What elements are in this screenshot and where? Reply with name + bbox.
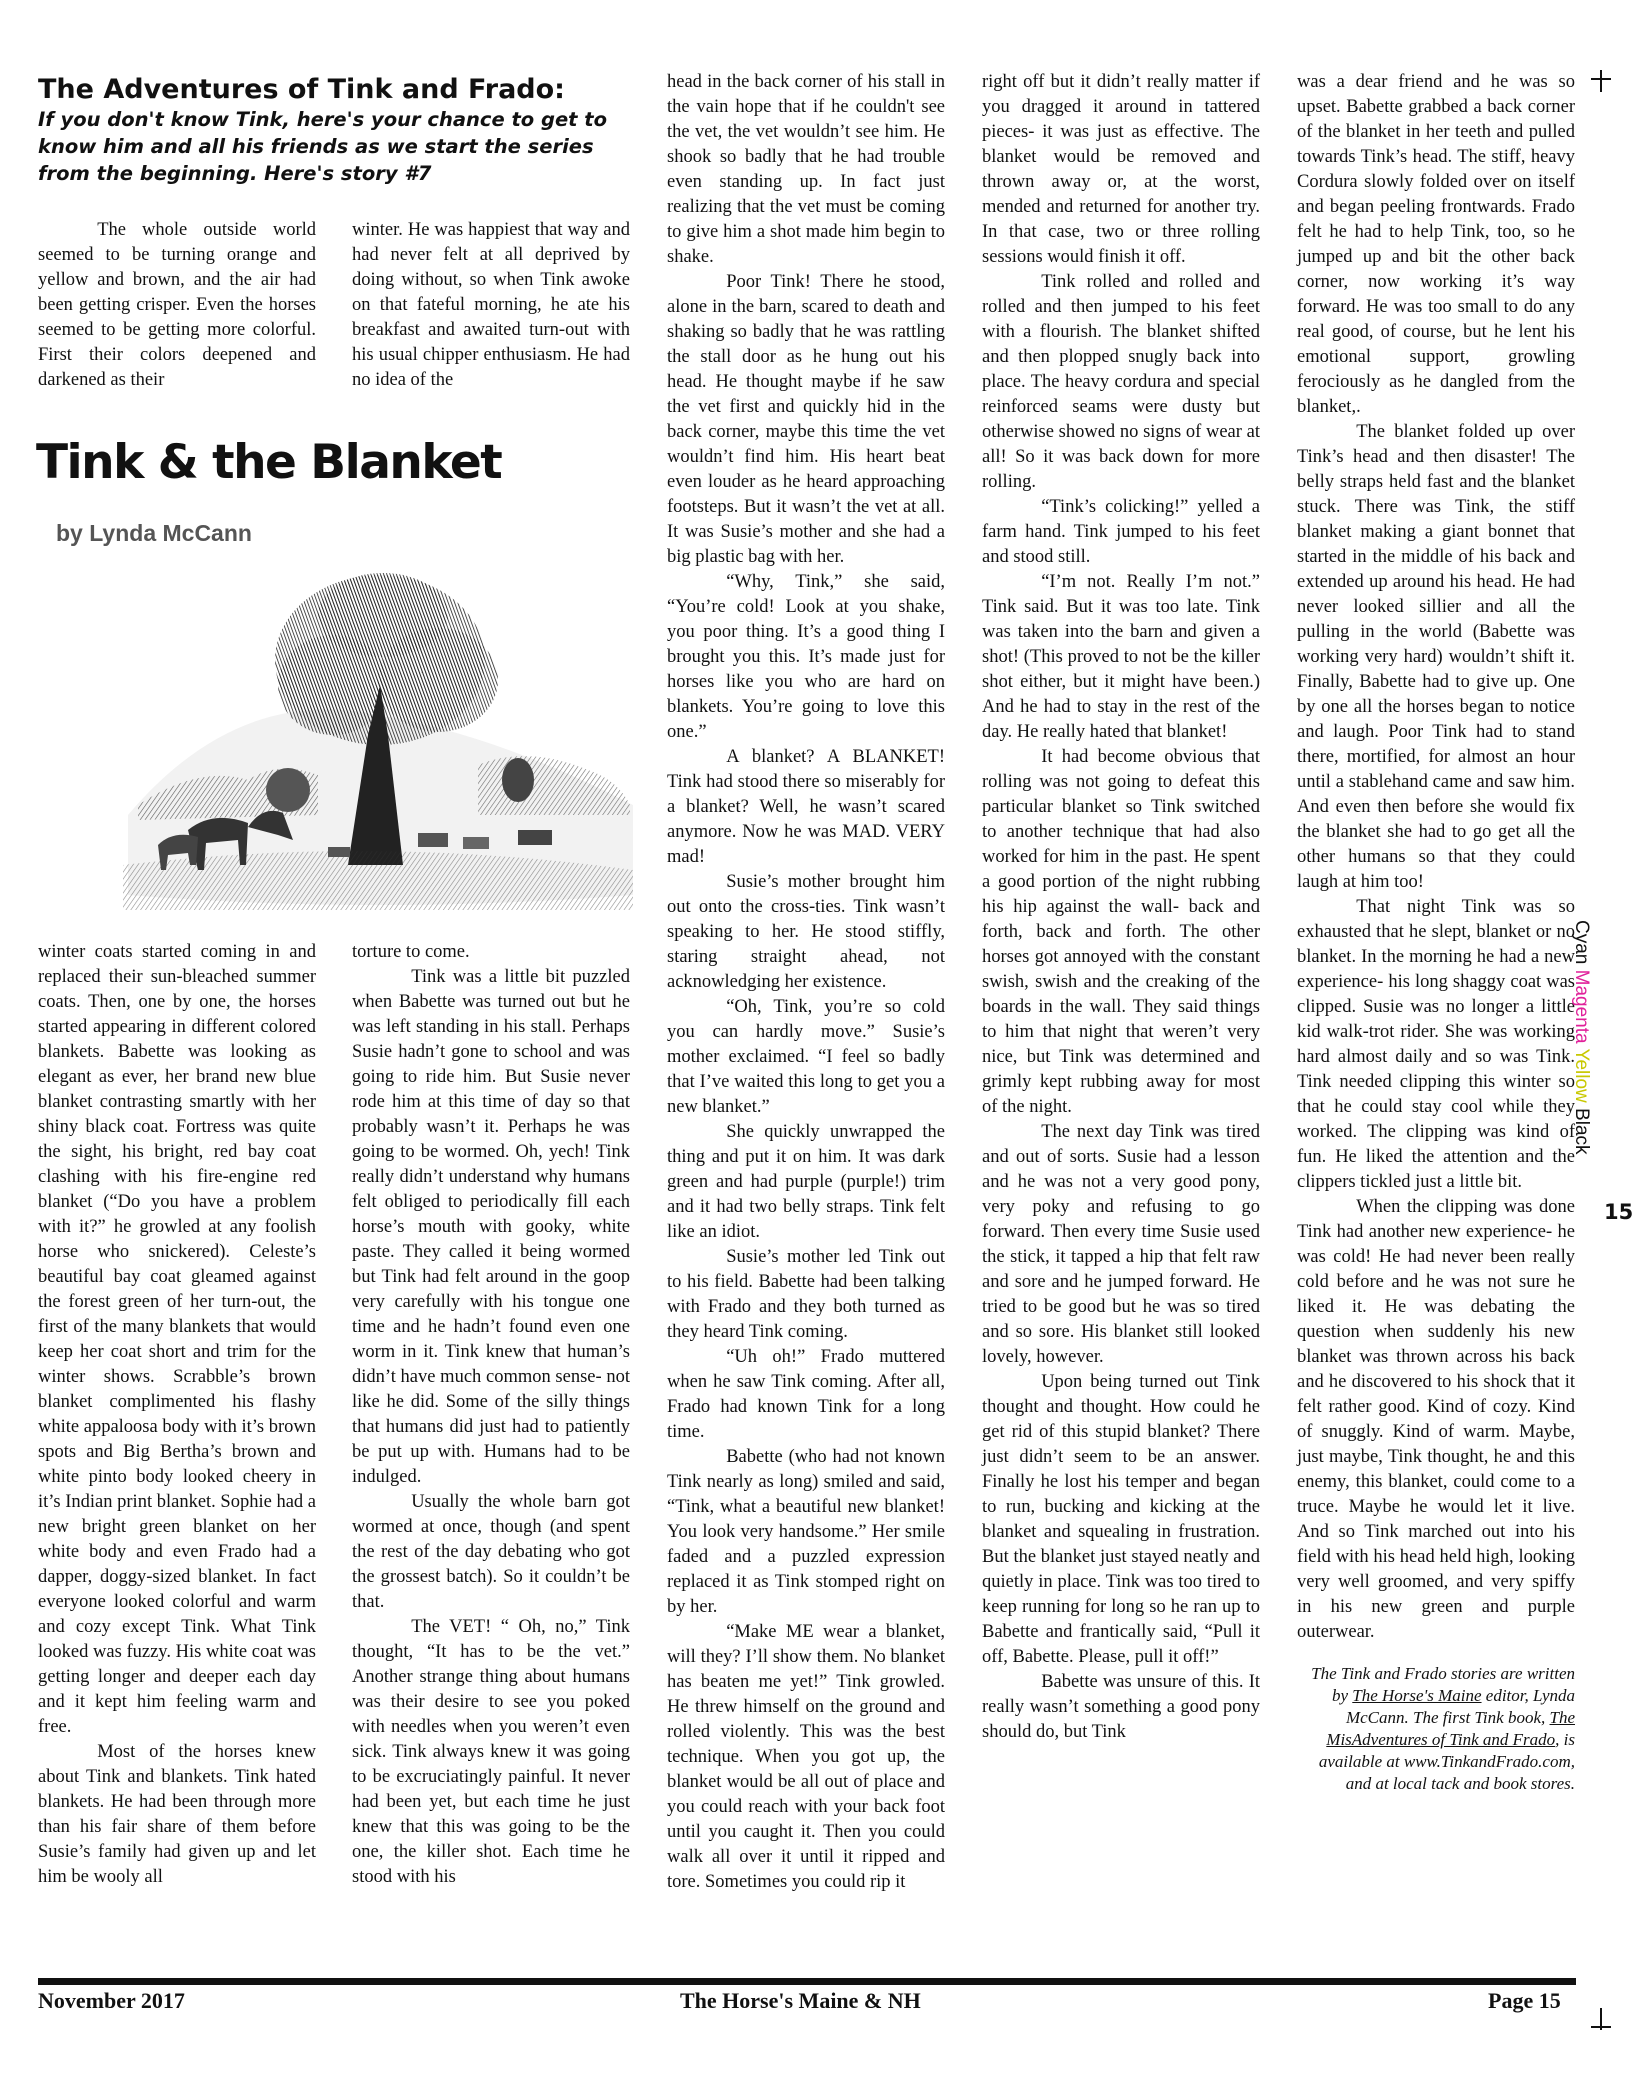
author-note-paper: The Horse's Maine <box>1352 1686 1482 1705</box>
author-note-text-2: editor, Lynda McCann. The first Tink book, <box>1345 1686 1575 1727</box>
column-1-top <box>38 218 316 393</box>
column-2-bottom <box>352 940 630 1890</box>
side-page-number: 15 <box>1604 1200 1634 1224</box>
footer-publication: The Horse's Maine & NH <box>680 1988 921 2013</box>
paragraph: Usually the whole barn got wormed at once, though (and spent the rest of the day debating who got the grossest batch). So it couldn’t be that. <box>352 1492 630 1612</box>
paragraph: Tink rolled and rolled and rolled and then jumped to his feet with a flourish. The blanket shifted and then plopped snugly back into place. The heavy cordura and special reinforced seams were dusty but otherwise showed no signs of wear at all! So it was back down for more rolling. <box>982 272 1260 492</box>
color-label-magenta: Magenta <box>1571 969 1592 1044</box>
series-intro: If you don't know Tink, here's your chance to get to know him and all his friends as we start the series from the beginning. Here's story #7 <box>38 108 607 185</box>
column-2-top <box>352 218 630 393</box>
paragraph: “I’m not. Really I’m not.” Tink said. But it was too late. Tink was taken into the barn and given a shot! (This proved to not be the killer shot either, but it might have been.) And he had to stay in the rest of the day. He really hated that blanket! <box>982 572 1260 742</box>
paragraph: When the clipping was done Tink had another new experience- he was cold! He had never been really cold before and he was not sure he liked it. He was debating the question when suddenly his new blanket was thrown across his back and he discovered to his shock that it felt rather good. Kind of cozy. Kind of snuggly. Kind of warm. Maybe, just maybe, Tink thought, he and this enemy, this blanket, could come to a truce. Maybe he would let it live. And so Tink marched out into his field with his head held high, looking very well groomed, and very spiffy in his new green and purple outerwear. <box>1297 1197 1575 1642</box>
paragraph: Upon being turned out Tink thought and thought. How could he get rid of this stupid blanket? There just didn’t seem to be an answer. Finally he lost his temper and began to run, bucking and kicking at the blanket and squealing in frustration. But the blanket just stayed neatly and quietly in place. Tink was too tired to keep running for long so he ran up to Babette and frantically said, “Pull it off, Babette. Please, pull it off!” <box>982 1372 1260 1667</box>
paragraph: right off but it didn’t really matter if you dragged it around in tattered pieces- it was just as effective. The blanket would be removed and thrown away or, at the worst, mended and returned for another try. In that case, two or three rolling sessions would finish it off. <box>982 72 1260 267</box>
column-4 <box>982 70 1260 1745</box>
paragraph: Poor Tink! There he stood, alone in the barn, scared to death and shaking so badly that he was rattling the stall door as he hung out his head. He thought maybe if he saw the vet first and quickly hid in the back corner, maybe this time the vet wouldn’t find him. His heart beat even louder as he heard approaching footsteps. But it wasn’t the vet at all. It was Susie’s mother and she had a big plastic bag with her. <box>667 272 945 567</box>
color-label-cyan: Cyan <box>1571 920 1592 965</box>
paragraph: winter. He was happiest that way and had never felt at all deprived by doing without, so when Tink awoke on that fateful morning, he ate his breakfast and awaited turn-out with his usual chipper enthusiasm. He had no idea of the <box>352 220 630 390</box>
column-5-body <box>1297 70 1575 1645</box>
paragraph: “Uh oh!” Frado muttered when he saw Tink coming. After all, Frado had known Tink for a long time. <box>667 1347 945 1442</box>
paragraph: The whole outside world seemed to be turning orange and yellow and brown, and the air had been getting crisper. Even the horses seemed to be getting more colorful. First their colors deepened and darkened as their <box>38 220 316 390</box>
crop-mark-bottom-bar <box>1591 2026 1611 2028</box>
author-note-book: The MisAdventures of Tink and Frado <box>1326 1708 1575 1749</box>
paragraph: Tink was a little bit puzzled when Babette was turned out but he was left standing in his stall. Perhaps Susie hadn’t gone to school and was going to ride him. But Susie never rode him at this time of day so that probably wasn’t it. Perhaps he was going to be wormed. Oh, yech! Tink really didn’t understand why humans felt obliged to periodically fill each horse’s mouth with gooky, white paste. They called it being wormed but Tink had felt around in the goop very carefully with his tongue one time and he hadn’t found even one worm in it. Tink knew that human’s didn’t have much common sense- not like he did. Some of the silly things that humans did just had to patiently be put up with. Humans had to be indulged. <box>352 967 630 1487</box>
author-note <box>1297 1663 1575 1795</box>
paragraph: head in the back corner of his stall in the vain hope that if he couldn't see the vet, the vet wouldn’t see him. He shook so badly that he had trouble even standing up. In fact just realizing that the vet must be coming to give him a shot made him begin to shake. <box>667 72 945 267</box>
crop-mark-top-bar <box>1591 78 1611 80</box>
footer-rule <box>38 1978 1576 1985</box>
paragraph: That night Tink was so exhausted that he slept, blanket or no blanket. In the morning he had a new experience- his long shaggy coat was clipped. Susie was no longer a little kid walk-trot rider. She was working hard almost daily and so was Tink. Tink needed clipping this winter so that he could stay cool while they worked. The clipping was kind of fun. He liked the attention and the clippers tickled just a little bit. <box>1297 897 1575 1192</box>
paragraph: “Tink’s colicking!” yelled a farm hand. Tink jumped to his feet and stood still. <box>982 497 1260 567</box>
column-1-bottom <box>38 940 316 1890</box>
paragraph: The blanket folded up over Tink’s head and then disaster! The belly straps held fast and the blanket stuck. There was Tink, the stiff blanket making a giant bonnet that started in the middle of his back and extended up around his head. He had never looked sillier and all the pulling in the world (Babette was working very hard) wouldn’t shift it. Finally, Babette had to give up. One by one all the horses began to notice and laugh. Poor Tink had to stand there, mortified, for almost an hour until a stablehand came and saw him. And even then before she would fix the blanket she had to go get all the other humans so that they could laugh at him too! <box>1297 422 1575 892</box>
story-title: Tink & the Blanket <box>36 435 502 490</box>
paragraph: Susie’s mother led Tink out to his field. Babette had been talking with Frado and they both turned as they heard Tink coming. <box>667 1247 945 1342</box>
paragraph: was a dear friend and he was so upset. Babette grabbed a back corner of the blanket in her teeth and pulled towards Tink’s head. The stiff, heavy Cordura slowly folded over on itself and began peeling frontwards. Frado felt he had to help Tink, too, so he jumped up and bit the other back corner, now working it’s way forward. He was too small to do any real good, of course, but he lent his emotional support, growling ferociously as he dangled from the blanket,. <box>1297 72 1575 417</box>
paragraph: She quickly unwrapped the thing and put it on him. It was dark green and had purple (purple!) trim and it had two belly straps. Tink felt like an idiot. <box>667 1122 945 1242</box>
paragraph: “Make ME wear a blanket, will they? I’ll show them. No blanket has beaten me yet!” Tink growled. He threw himself on the ground and rolled violently. This was the best technique. When you got up, the blanket would be all out of place and you could reach with your back foot until you caught it. Then you could walk all over it until it ripped and tore. Sometimes you could rip it <box>667 1622 945 1892</box>
paragraph: Most of the horses knew about Tink and blankets. Tink hated blankets. He had been through more than his fair share of them before Susie’s family had given up and let him be wooly all <box>38 1742 316 1887</box>
paragraph: The next day Tink was tired and out of sorts. Susie had a lesson and he was not a very good pony, very poky and refusing to go forward. Then every time Susie used the stick, it tapped a hip that felt raw and sore and he jumped forward. He tried to be good but he was so tired and so sore. His blanket still looked lovely, however. <box>982 1122 1260 1367</box>
column-3 <box>667 70 945 1895</box>
author-note-text-1: The Tink and Frado stories are written by <box>1311 1664 1575 1705</box>
paragraph: “Why, Tink,” she said, “You’re cold! Look at you shake, you poor thing. It’s a good thing I brought you this. It’s made just for horses like you who are hard on blankets. You’re going to love this one.” <box>667 572 945 742</box>
paragraph: The VET! “ Oh, no,” Tink thought, “It has to be the vet.” Another strange thing about humans was their desire to see you poked with needles when you weren’t even sick. Tink always knew it was going to be excruciatingly painful. It never had been yet, but each time he just knew that this was going to be the one, the killer shot. Each time he stood with his <box>352 1617 630 1887</box>
paragraph: Babette (who had not known Tink nearly as long) smiled and said, “Tink, what a beautiful new blanket! You look very handsome.” Her smile faded and a puzzled expression replaced it as Tink stomped right on by her. <box>667 1447 945 1617</box>
paragraph: Susie’s mother brought him out onto the cross-ties. Tink wasn’t speaking to her. He stood stiffly, staring straight ahead, not acknowledging her existence. <box>667 872 945 992</box>
paragraph: A blanket? A BLANKET! Tink had stood there so miserably for a blanket? Well, he wasn’t scared anymore. Now he was MAD. VERY mad! <box>667 747 945 867</box>
pastoral-illustration <box>118 565 638 915</box>
author-note-text-3: , is available at www.TinkandFrado.com, and at local tack and book stores. <box>1318 1730 1575 1793</box>
crop-mark-top <box>1600 70 1602 92</box>
paragraph: “Oh, Tink, you’re so cold you can hardly move.” Susie’s mother exclaimed. “I feel so badly that I’ve waited this long to get you a new blanket.” <box>667 997 945 1117</box>
color-label-black: Black <box>1571 1108 1592 1155</box>
byline: by Lynda McCann <box>56 520 252 546</box>
footer-date: November 2017 <box>38 1988 185 2013</box>
column-5 <box>1297 70 1575 1795</box>
paragraph: torture to come. <box>352 942 470 962</box>
paragraph: Babette was unsure of this. It really wasn’t something a good pony should do, but Tink <box>982 1672 1260 1742</box>
paragraph: It had become obvious that rolling was not going to defeat this particular blanket so Tink switched to another technique that had also worked for him in the past. He spent a good portion of the night rubbing his hip against the wall- back and forth, back and forth. The other horses got annoyed with the constant swish, swish and the creaking of the boards in the wall. They said things to him that night that weren’t very nice, but Tink was determined and grimly kept rubbing away for most of the night. <box>982 747 1260 1117</box>
color-label-yellow: Yellow <box>1571 1048 1592 1103</box>
paragraph: winter coats started coming in and replaced their sun-bleached summer coats. Then, one by one, the horses started appearing in different colored blankets. Babette was looking as elegant as ever, her brand new blue blanket contrasting smartly with her shiny black coat. Fortress was quite the sight, his bright, red bay coat clashing with his fire-engine red blanket (“Do you have a problem with it?” he growled at any foolish horse who snickered). Celeste’s beautiful bay coat gleamed against the forest green of her turn-out, the first of the many blankets that would keep her coat short and trim for the winter shows. Scrabble’s brown blanket complimented his flashy white appaloosa body with it’s brown spots and Big Bertha’s brown and white pinto body looked cheery in it’s Indian print blanket. Sophie had a new bright green blanket on her white body and even Frado had a dapper, doggy-sized blanket. In fact everyone looked colorful and warm and cozy except Tink. What Tink looked was fuzzy. His white coat was getting longer and deeper each day and it kept him feeling warm and free. <box>38 942 316 1737</box>
footer-page: Page 15 <box>1488 1988 1561 2013</box>
color-registration-labels <box>1570 920 1592 1155</box>
series-title: The Adventures of Tink and Frado: <box>38 74 565 105</box>
